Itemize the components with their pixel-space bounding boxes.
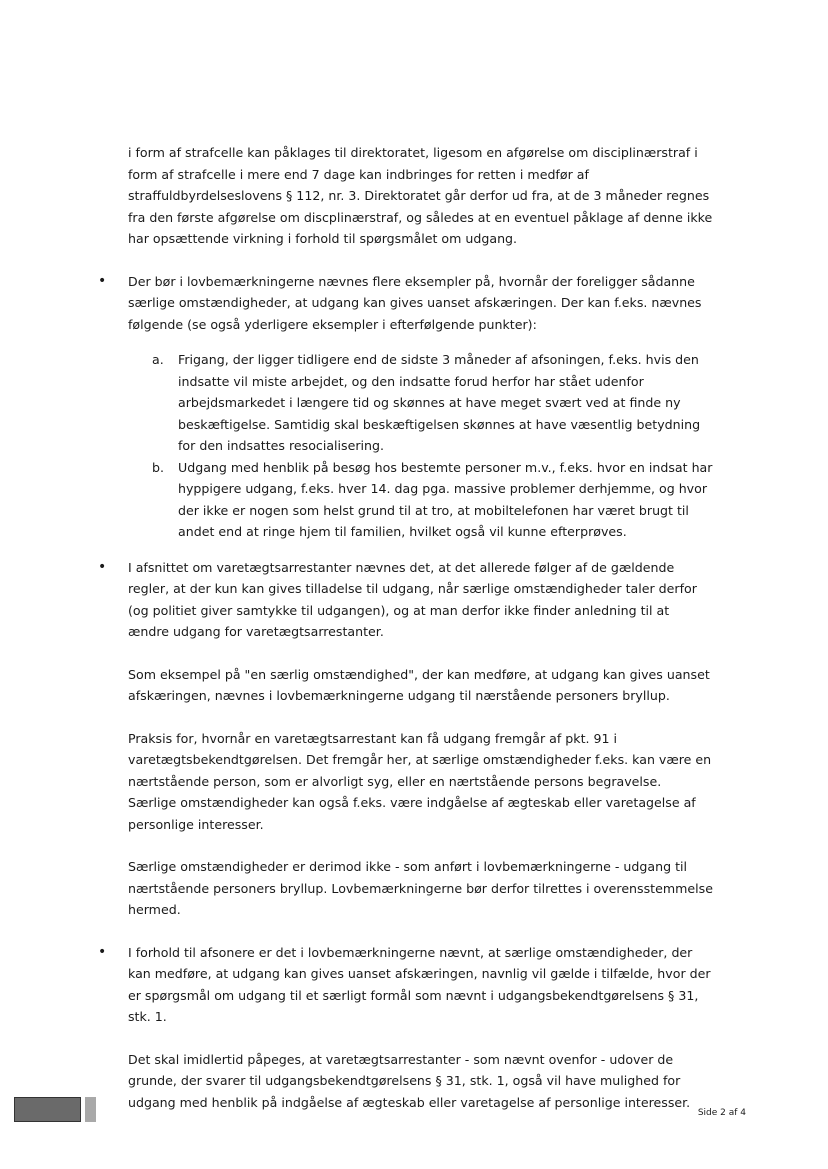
- footer-logo-bar: [85, 1097, 96, 1122]
- sub-item-text: Frigang, der ligger tidligere end de sidste 3 måneder af afsoningen, f.eks. hvis den indsatte vil miste arbejdet, og den indsatte forud herfor har stået udenfor arbejdsmarkedet i længere tid og skønnes at have meget svært ved at finde ny beskæftigelse. Samtidig skal beskæftigelsen skønnes at have væsentlig betydning for den indsattes resocialisering.: [178, 352, 701, 453]
- sub-item-marker: a.: [152, 352, 164, 367]
- bullet-text: Der bør i lovbemærkningerne nævnes flere eksempler på, hvornår der foreligger sådanne særlige omstændigheder, at udgang kan gives uanset afskæringen. Der kan f.eks. nævnes følgende (se også yderligere eksempler i efterfølgende punkter):: [128, 273, 702, 332]
- bullet-glyph: •: [98, 943, 107, 960]
- paragraph-continuation: i form af strafcelle kan påklages til direktoratet, ligesom en afgørelse om disciplinærstraf i form af strafcelle i mere end 7 dage kan indbringes for retten i medfør af straffuldbyrdelseslovens § 112, nr. 3. Direktoratet går derfor ud fra, at de 3 måneder regnes fra den første afgørelse om discplinærstraf, og således at en eventuel påklage af denne ikke har opsættende virkning i forhold til spørgsmålet om udgang.: [128, 145, 713, 246]
- bullet-text: I forhold til afsonere er det i lovbemærkningerne nævnt, at særlige omstændigheder, der kan medføre, at udgang kan gives uanset afskæringen, navnlig vil gælde i tilfælde, hvor der er spørgsmål om udgang til et særligt formål som nævnt i udgangsbekendtgørelsens § 31, stk. 1.: [128, 944, 711, 1024]
- bullet-item-examples: [98, 271, 713, 336]
- bullet-glyph: •: [98, 272, 107, 289]
- sub-item-a: [152, 349, 713, 457]
- bullet-item-varetaegt: [98, 557, 713, 643]
- paragraph-papeges: Det skal imidlertid påpeges, at varetægtsarrestanter - som nævnt ovenfor - udover de grunde, der svarer til udgangsbekendtgørelsens § 31, stk. 1, også vil have mulighed for udgang med henblik på indgåelse af ægteskab eller varetagelse af personlige interesser.: [128, 1051, 691, 1110]
- sub-item-marker: b.: [152, 459, 164, 475]
- sub-item-b: [152, 457, 713, 543]
- sub-list: [152, 349, 713, 543]
- paragraph-example: Som eksempel på "en særlig omstændighed", der kan medføre, at udgang kan gives uanset afskæringen, nævnes i lovbemærkningerne udgang til nærstående personers bryllup.: [128, 666, 710, 703]
- paragraph-praksis: Praksis for, hvornår en varetægtsarrestant kan få udgang fremgår af pkt. 91 i varetægtsbekendtgørelsen. Det fremgår her, at særlige omstændigheder f.eks. kan være en nærtstående person, som er alvorligt syg, eller en nærtstående persons begravelse. Særlige omstændigheder kan også f.eks. være indgåelse af ægteskab eller varetagelse af personlige interesser.: [128, 730, 712, 832]
- paragraph-saerlige: Særlige omstændigheder er derimod ikke - som anført i lovbemærkningerne - udgang til nærtstående personers bryllup. Lovbemærkningerne bør derfor tilrettes i overensstemmelse hermed.: [128, 859, 713, 917]
- document-body: [98, 142, 713, 1113]
- bullet-text: I afsnittet om varetægtsarrestanter nævnes det, at det allerede følger af de gældende regler, at der kun kan gives tilladelse til udgang, når særlige omstændigheder taler derfor (og politiet giver samtykke til udgangen), og at man derfor ikke finder anledning til at ændre udgang for varetægtsarrestanter.: [128, 559, 697, 639]
- sub-item-text: Udgang med henblik på besøg hos bestemte personer m.v., f.eks. hvor en indsat har hyppigere udgang, f.eks. hver 14. dag pga. massive problemer derhjemme, og hvor der ikke er nogen som helst grund til at tro, at mobiltelefonen har været brugt til andet end at ringe hjem til familien, hvilket også vil kunne efterprøves.: [178, 459, 713, 539]
- footer-logo-block: [14, 1097, 81, 1122]
- bullet-item-afsonere: [98, 942, 713, 1028]
- bullet-glyph: •: [98, 558, 107, 575]
- page-number: Side 2 af 4: [697, 1108, 746, 1118]
